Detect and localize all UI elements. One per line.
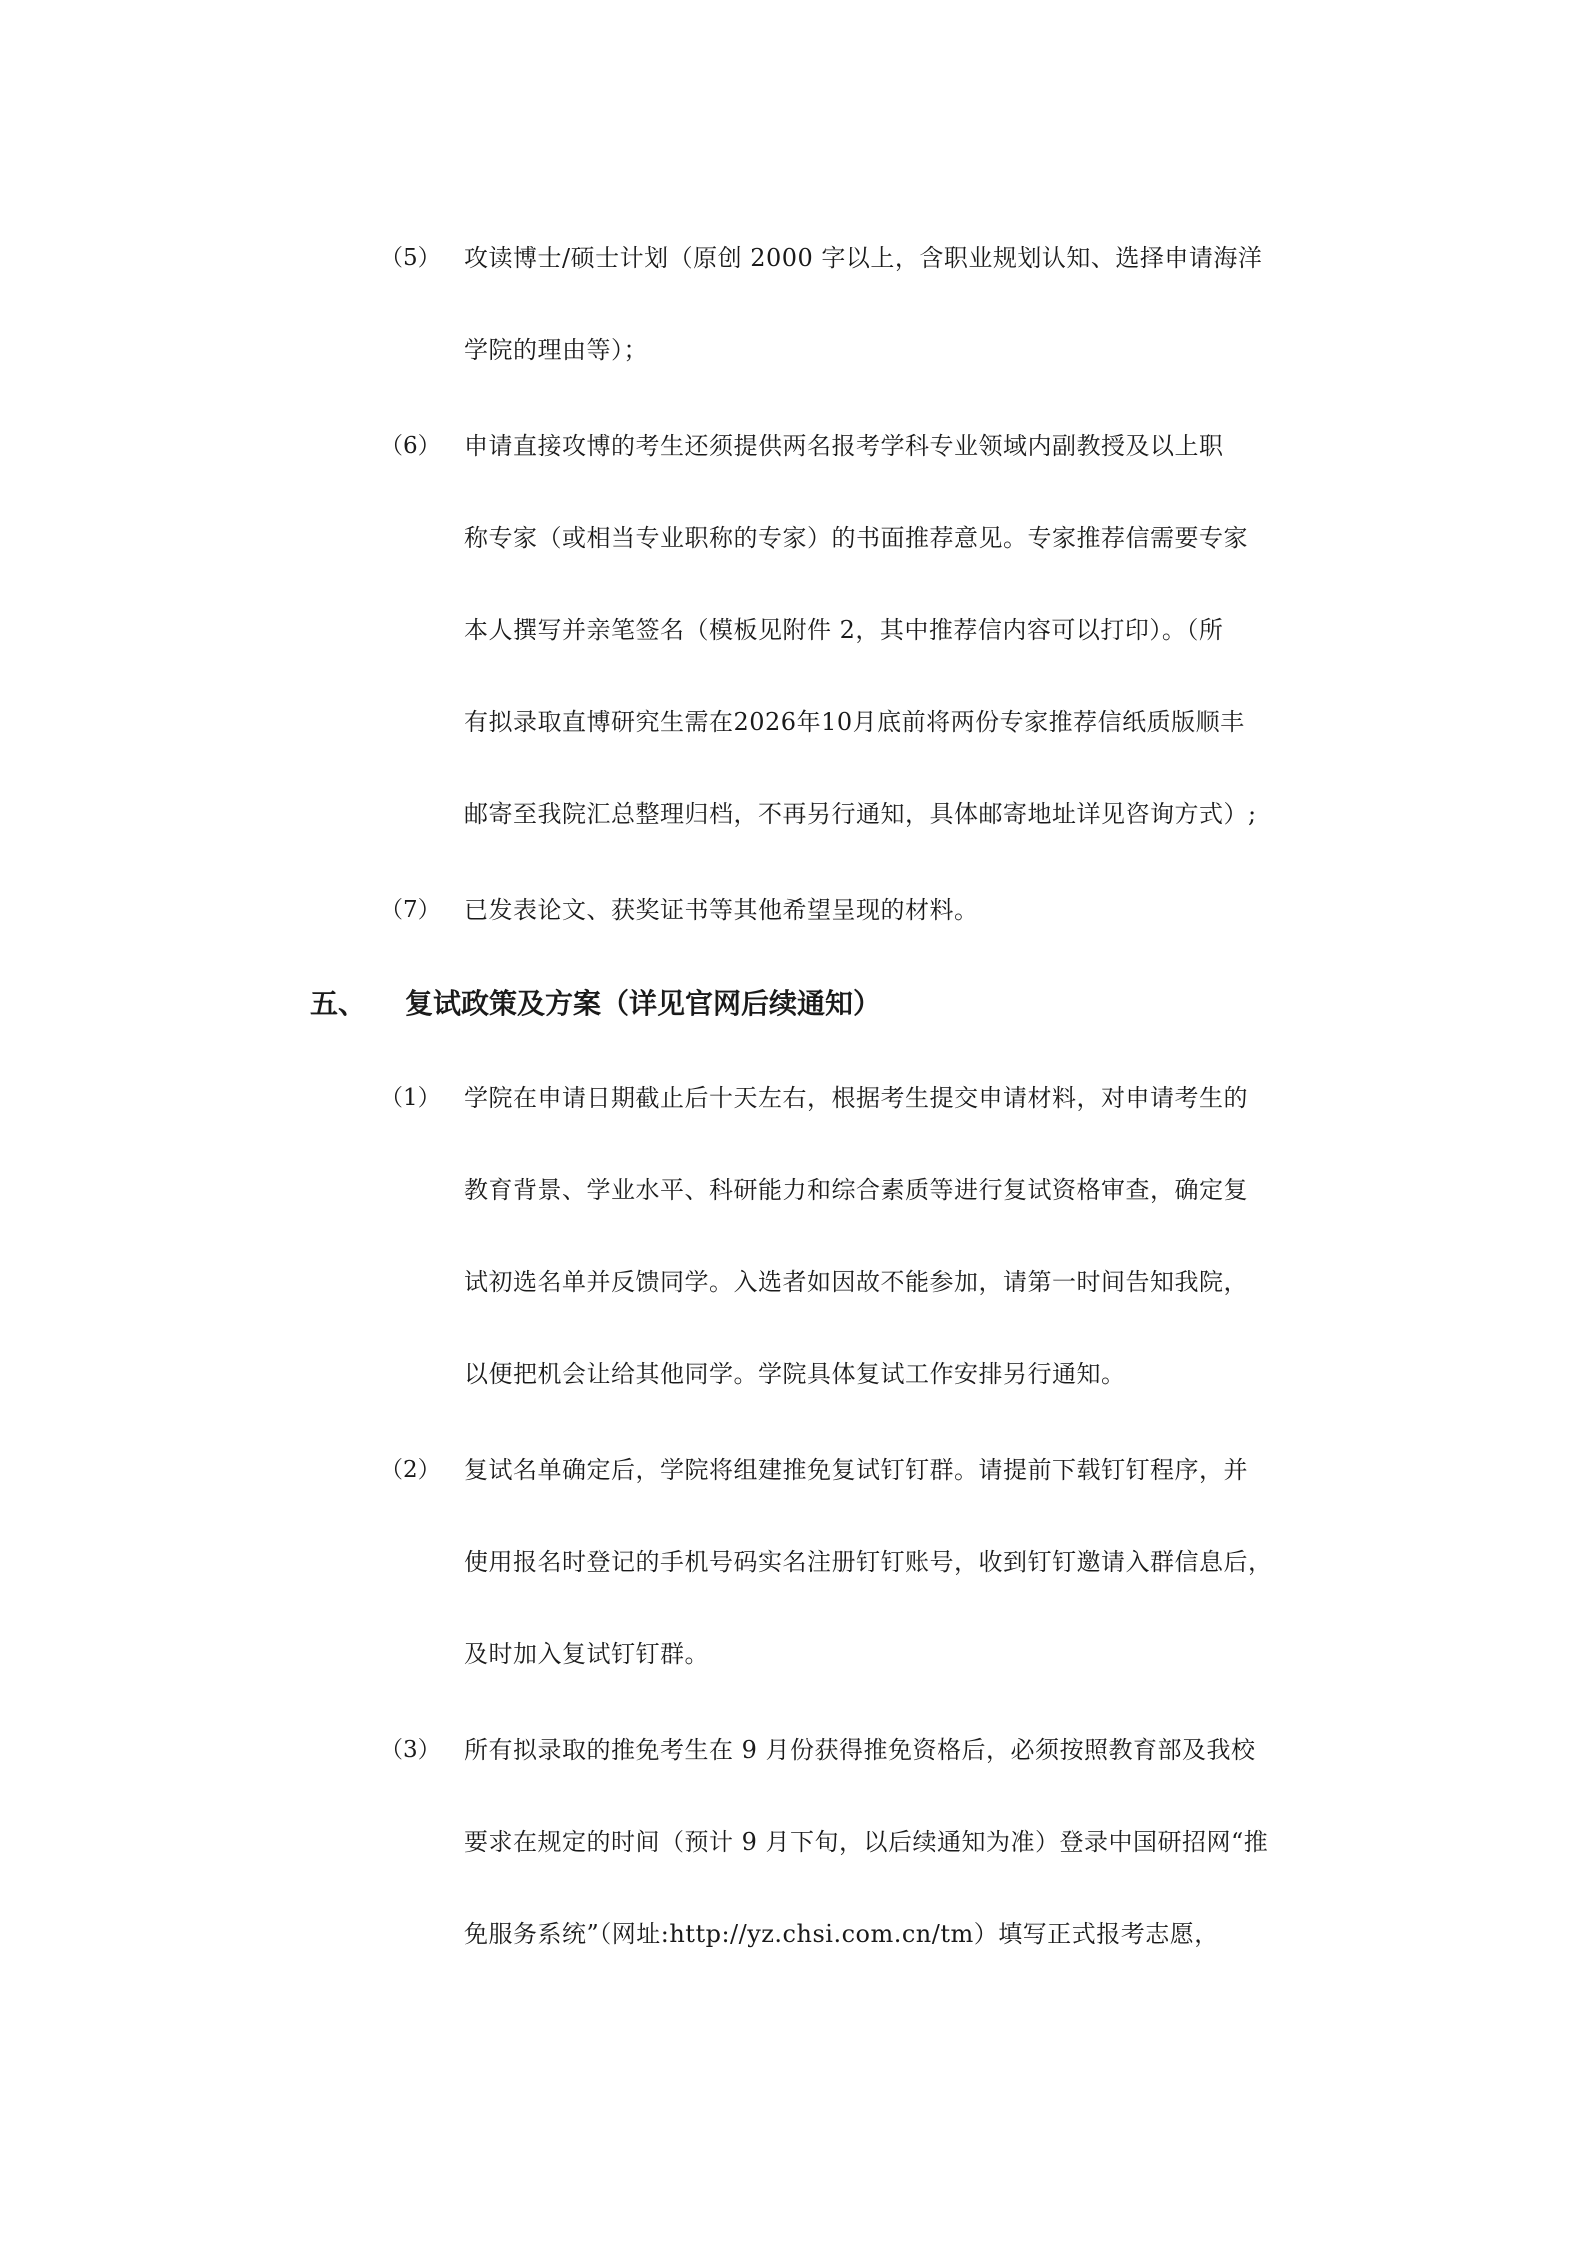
item-text-line: 学院的理由等）； <box>464 336 648 364</box>
item-text-line: 要求在规定的时间（预计 9 月下旬，以后续通知为准）登录中国研招网“推 <box>464 1828 1269 1856</box>
item-text-line: 称专家（或相当专业职称的专家）的书面推荐意见。专家推荐信需要专家 <box>464 524 1248 552</box>
item-text-line: 攻读博士/硕士计划（原创 2000 字以上，含职业规划认知、选择申请海洋 <box>464 244 1263 272</box>
item-text-line: 复试名单确定后，学院将组建推免复试钉钉群。请提前下载钉钉程序，并 <box>464 1456 1248 1484</box>
item-number: （7） <box>380 897 441 923</box>
item-text-line: 以便把机会让给其他同学。学院具体复试工作安排另行通知。 <box>464 1360 1126 1388</box>
item-text-line: 及时加入复试钉钉群。 <box>464 1640 709 1668</box>
item-text-line: 已发表论文、获奖证书等其他希望呈现的材料。 <box>464 896 979 924</box>
item-text-line: 有拟录取直博研究生需在2026年10月底前将两份专家推荐信纸质版顺丰 <box>464 708 1245 736</box>
item-text-line: 学院在申请日期截止后十天左右，根据考生提交申请材料，对申请考生的 <box>464 1084 1248 1112</box>
item-number: （5） <box>380 245 441 271</box>
item-text-line: 试初选名单并反馈同学。入选者如因故不能参加，请第一时间告知我院， <box>464 1268 1248 1296</box>
item-number: （6） <box>380 433 441 459</box>
item-number: （2） <box>380 1457 441 1483</box>
item-text-line: 使用报名时登记的手机号码实名注册钉钉账号，收到钉钉邀请入群信息后， <box>464 1548 1273 1576</box>
section-number: 五、 <box>310 987 367 1020</box>
item-number: （1） <box>380 1085 441 1111</box>
item-text-line: 所有拟录取的推免考生在 9 月份获得推免资格后，必须按照教育部及我校 <box>464 1736 1256 1764</box>
section-title: 复试政策及方案（详见官网后续通知） <box>405 987 882 1020</box>
item-text-line: 邮寄至我院汇总整理归档，不再另行通知，具体邮寄地址详见咨询方式）; <box>464 800 1257 828</box>
item-text-line: 本人撰写并亲笔签名（模板见附件 2，其中推荐信内容可以打印）。（所 <box>464 616 1224 644</box>
item-text-line: 教育背景、学业水平、科研能力和综合素质等进行复试资格审查，确定复 <box>464 1176 1248 1204</box>
item-number: （3） <box>380 1737 441 1763</box>
item-text-line: 申请直接攻博的考生还须提供两名报考学科专业领域内副教授及以上职 <box>464 432 1224 460</box>
item-text-line: 免服务系统”（网址:http://yz.chsi.com.cn/tm）填写正式报考志愿， <box>464 1920 1219 1948</box>
